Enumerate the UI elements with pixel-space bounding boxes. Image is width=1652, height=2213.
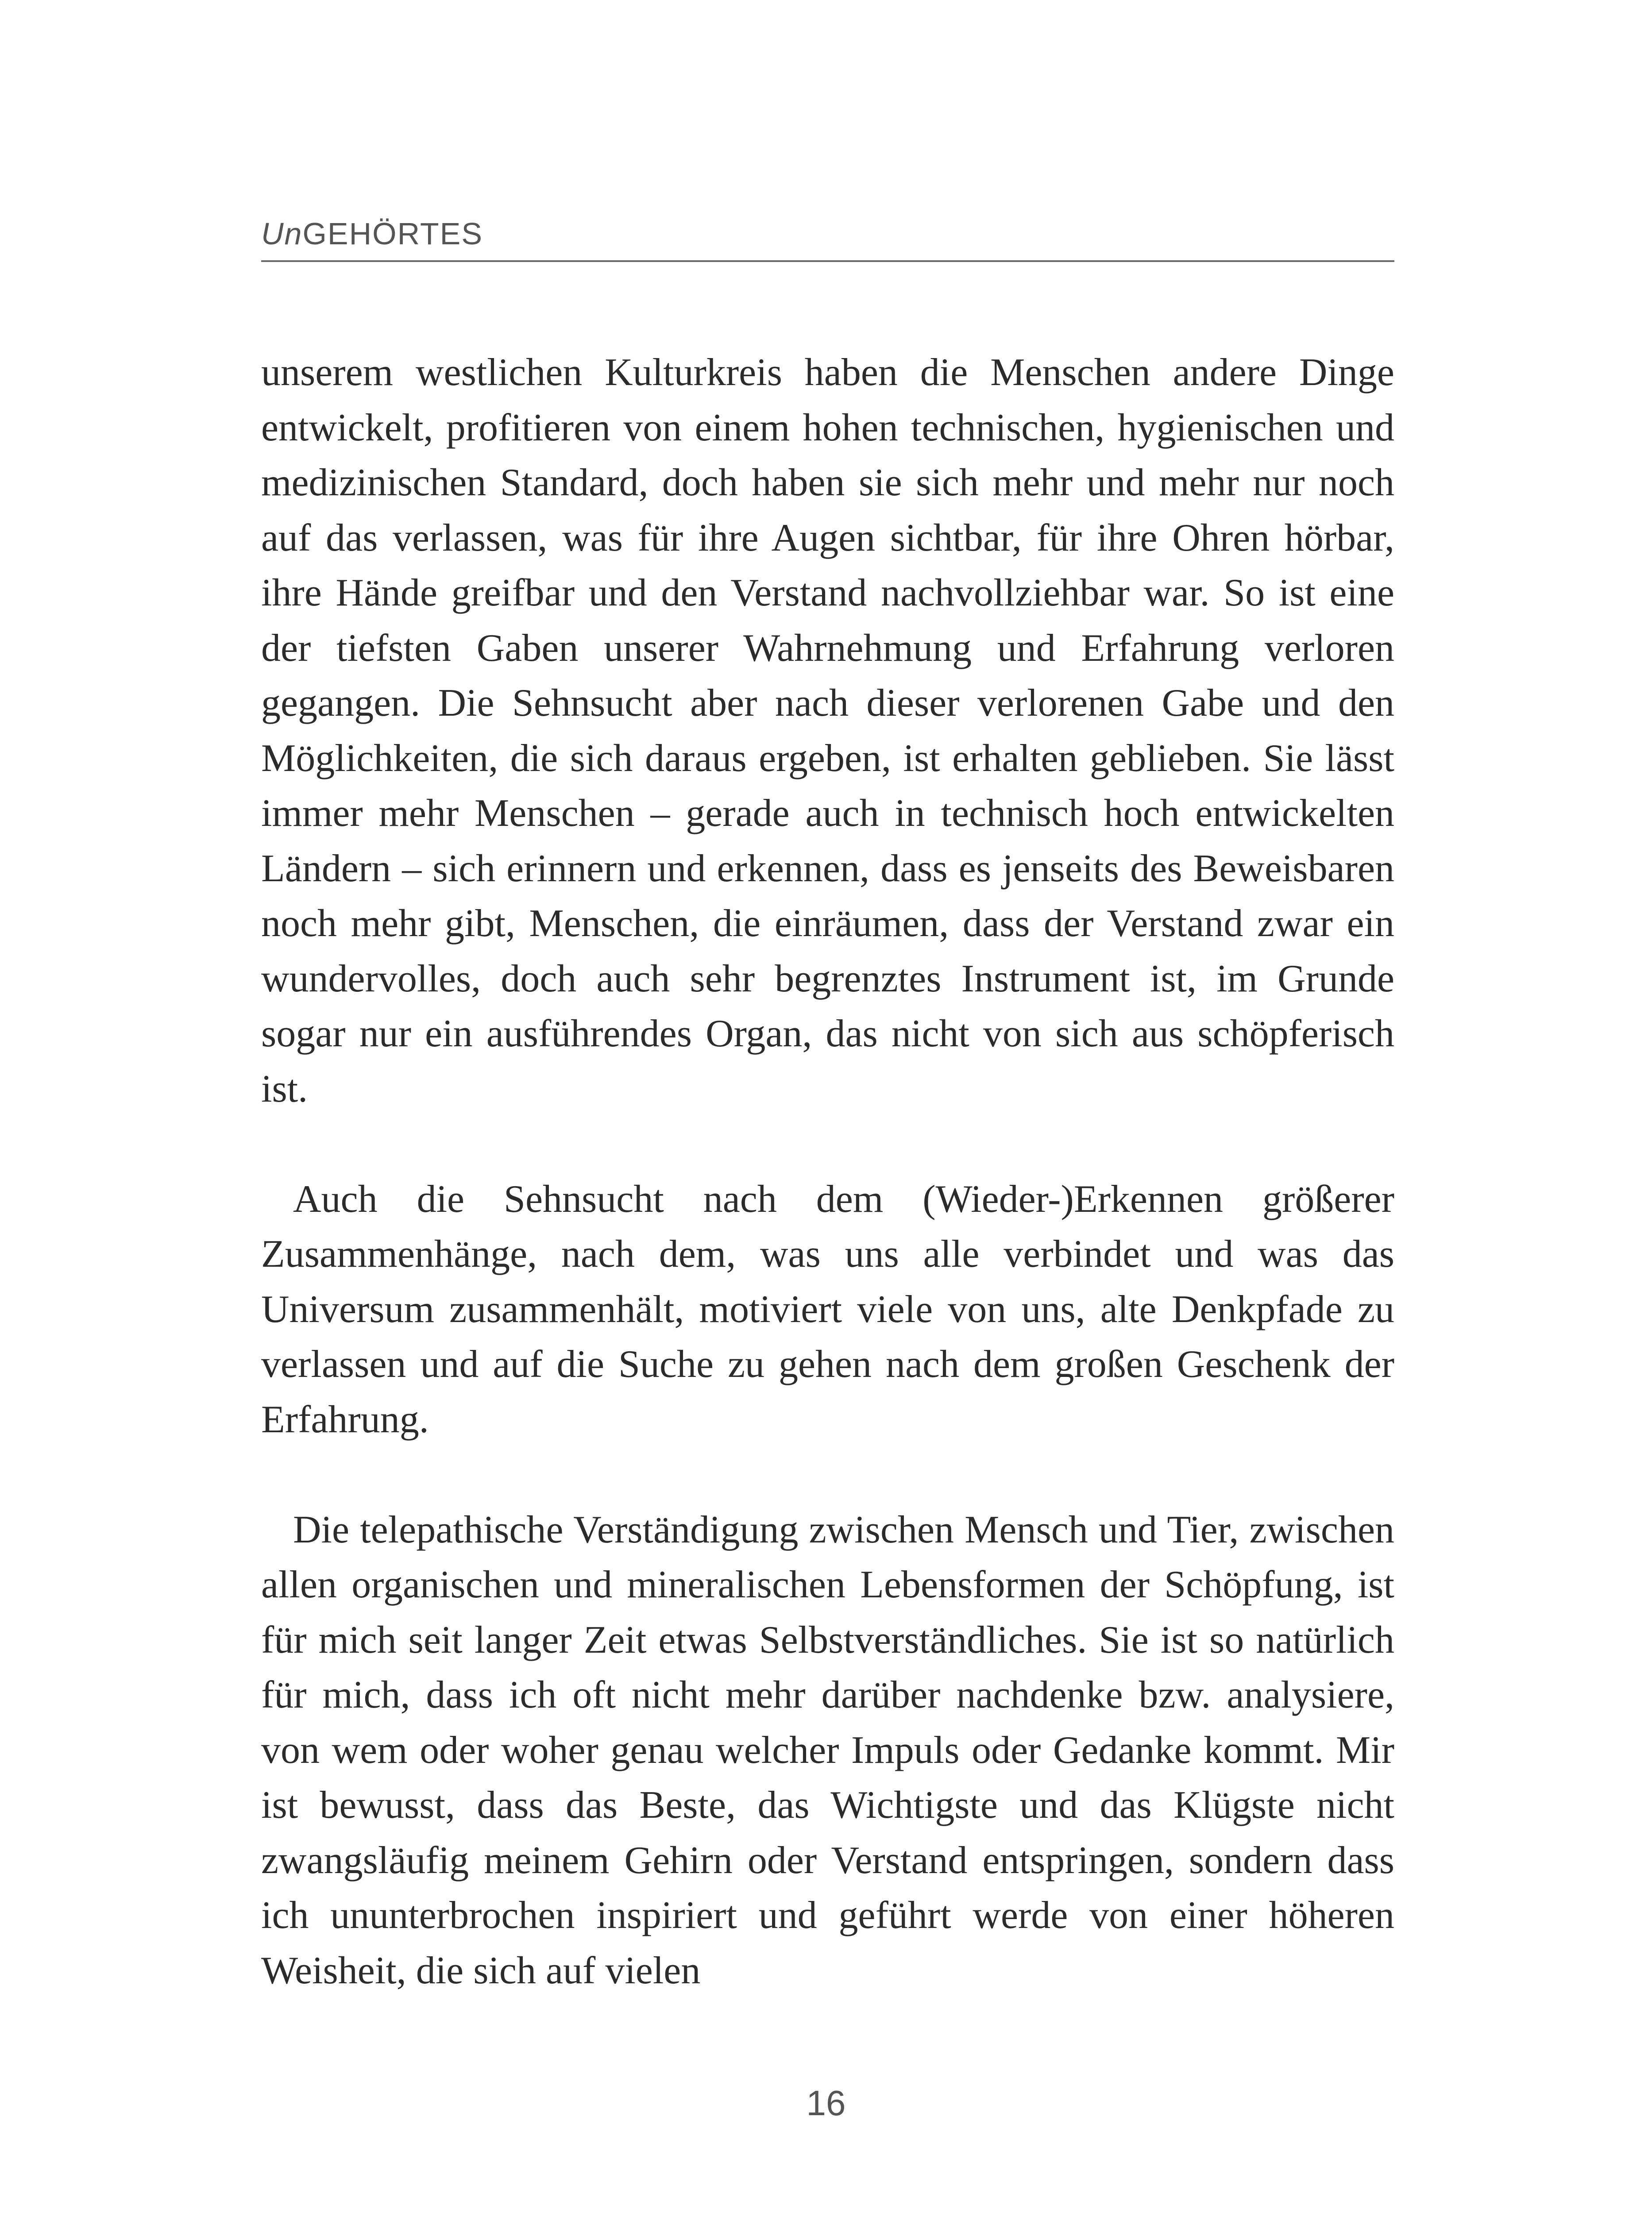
running-head-prefix: Un bbox=[261, 216, 303, 251]
body-text bbox=[261, 345, 1394, 1998]
paragraph: unserem westlichen Kulturkreis haben die Menschen andere Dinge entwickelt, profitieren von einem hohen technischen, hygienischen und medizinischen Standard, doch haben sie sich mehr und mehr nur noch auf das verlassen, was für ihre Augen sichtbar, für ihre Ohren hörbar, ihre Hände greifbar und den Verstand nachvollziehbar war. So ist eine der tiefsten Gaben unserer Wahrnehmung und Erfahrung verloren gegangen. Die Sehnsucht aber nach dieser verlorenen Gabe und den Möglichkeiten, die sich daraus ergeben, ist erhalten geblieben. Sie lässt immer mehr Menschen – gerade auch in technisch hoch entwickelten Ländern – sich erinnern und erkennen, dass es jenseits des Beweisbaren noch mehr gibt, Menschen, die einräumen, dass der Verstand zwar ein wundervolles, doch auch sehr begrenztes Instrument ist, im Grunde sogar nur ein ausführendes Organ, das nicht von sich aus schöpferisch ist. bbox=[261, 351, 1394, 1110]
paragraph: Die telepathische Verständigung zwischen Mensch und Tier, zwischen allen organischen und mineralischen Lebensformen der Schöpfung, ist für mich seit langer Zeit etwas Selbstverständliches. Sie ist so natürlich für mich, dass ich oft nicht mehr darüber nachdenke bzw. analysiere, von wem oder woher genau welcher Impuls oder Gedanke kommt. Mir ist bewusst, dass das Beste, das Wichtigste und das Klügste nicht zwangsläufig meinem Gehirn oder Verstand entspringen, sondern dass ich ununterbrochen inspiriert und geführt werde von einer höheren Weisheit, die sich auf vielen bbox=[261, 1508, 1394, 1992]
paragraph: Auch die Sehnsucht nach dem (Wieder-)Erkennen größerer Zusammenhänge, nach dem, was uns alle verbindet und was das Universum zusammenhält, motiviert viele von uns, alte Denkpfade zu verlassen und auf die Suche zu gehen nach dem großen Geschenk der Erfahrung. bbox=[261, 1177, 1394, 1441]
page-number: 16 bbox=[806, 2083, 846, 2123]
running-head-title: GEHÖRTES bbox=[302, 216, 483, 251]
running-head bbox=[261, 212, 1394, 256]
header-divider bbox=[261, 260, 1394, 262]
